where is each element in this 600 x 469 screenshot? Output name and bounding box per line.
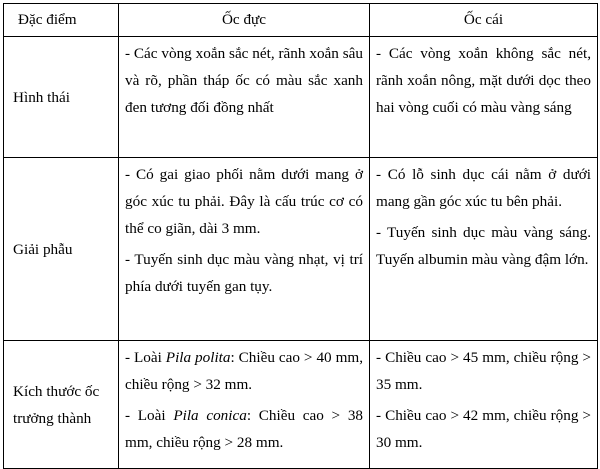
male-size-2-suffix: : Chiều cao > 38 mm, chiều rộng > 28 mm. — [125, 407, 364, 451]
female-size-text-1: - Chiều cao > 45 mm, chiều rộng > 35 mm. — [376, 349, 591, 393]
male-size-cell — [119, 341, 370, 469]
table-row-size — [4, 341, 598, 469]
female-size-text-2: - Chiều cao > 42 mm, chiều rộng > 30 mm. — [376, 407, 591, 451]
female-anatomy-text-2: - Tuyến sinh dục màu vàng sáng. Tuyến albumin màu vàng đậm lớn. — [376, 224, 591, 268]
row-label-size: Kích thước ốc trưởng thành — [4, 341, 119, 469]
species-name-conica: Pila conica — [173, 407, 247, 424]
table-row-anatomy — [4, 158, 598, 341]
row-label-anatomy: Giải phẫu — [4, 158, 119, 341]
table-row-morphology — [4, 37, 598, 158]
female-anatomy-cell — [370, 158, 598, 341]
female-size-cell — [370, 341, 598, 469]
male-size-text-2 — [125, 402, 363, 456]
male-size-text-1 — [125, 344, 363, 398]
male-size-2-prefix: - Loài — [125, 407, 174, 424]
male-morphology-cell — [119, 37, 370, 158]
header-male: Ốc đực — [119, 4, 370, 37]
female-morphology-text: - Các vòng xoắn không sắc nét, rãnh xoắn nông, mặt dưới dọc theo hai vòng cuối có màu vàng sáng — [376, 45, 591, 116]
male-morphology-text: - Các vòng xoắn sắc nét, rãnh xoắn sâu và rõ, phần tháp ốc có màu sắc xanh đen tương đối đồng nhất — [125, 45, 363, 116]
female-morphology-cell — [370, 37, 598, 158]
header-feature: Đặc điểm — [4, 4, 119, 37]
header-female: Ốc cái — [370, 4, 598, 37]
male-size-1-prefix: - Loài — [125, 349, 166, 366]
male-anatomy-cell — [119, 158, 370, 341]
header-row — [4, 4, 598, 37]
female-anatomy-text-1: - Có lỗ sinh dục cái nằm ở dưới mang gần góc xúc tu bên phải. — [376, 166, 591, 210]
species-name-polita: Pila polita — [165, 349, 231, 366]
row-label-morphology: Hình thái — [4, 37, 119, 158]
comparison-table — [3, 3, 598, 469]
male-size-1-suffix: : Chiều cao > 40 mm, chiều rộng > 32 mm. — [125, 349, 364, 393]
male-anatomy-text-2: - Tuyến sinh dục màu vàng nhạt, vị trí phía dưới tuyến gan tụy. — [125, 251, 363, 295]
male-anatomy-text-1: - Có gai giao phối nằm dưới mang ở góc xúc tu phải. Đây là cấu trúc cơ có thể co giãn, dài 3 mm. — [125, 166, 363, 237]
